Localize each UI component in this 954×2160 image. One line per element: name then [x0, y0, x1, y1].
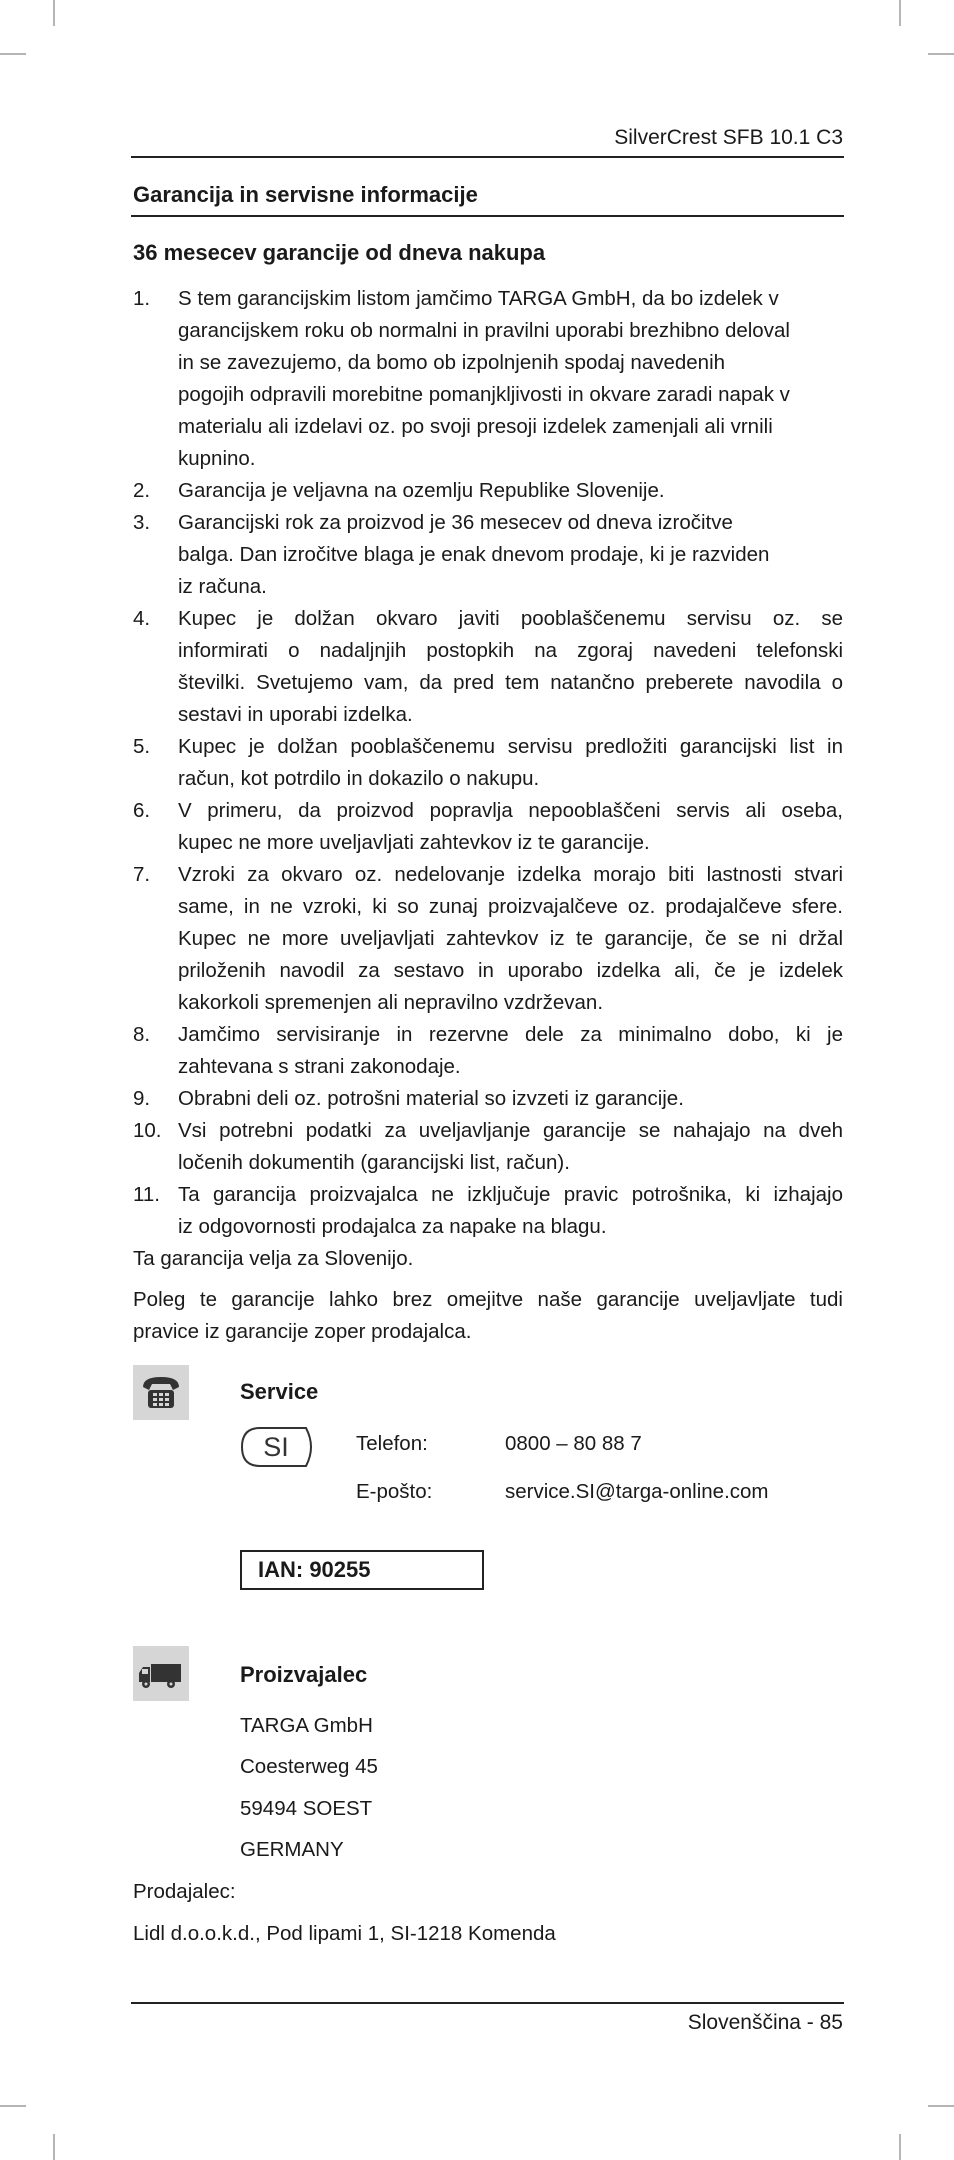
text-line: in se zavezujemo, da bomo ob izpolnjenih spodaj navedenih	[178, 351, 726, 374]
item-number: 2.	[133, 479, 151, 502]
item-number: 10.	[133, 1119, 162, 1142]
manufacturer-address-line: Coesterweg 45	[240, 1755, 378, 1778]
item-number: 9.	[133, 1087, 151, 1110]
list-item	[133, 603, 843, 731]
header-rule	[131, 156, 844, 158]
list-item	[133, 731, 843, 795]
crop-mark	[928, 2105, 954, 2107]
footer-rule	[131, 2002, 844, 2004]
list-item	[133, 475, 843, 507]
text-line: številki. Svetujemo vam, da pred tem natančno preberete navodila o	[178, 671, 843, 694]
country-badge	[240, 1426, 318, 1468]
item-text	[178, 507, 843, 603]
item-number: 8.	[133, 1023, 151, 1046]
crop-mark	[928, 53, 954, 55]
text-line: račun, kot potrdilo in dokazilo o nakupu.	[178, 767, 540, 790]
country-badge-label: SI	[263, 1432, 289, 1462]
text-line: materialu ali izdelavi oz. po svoji presoji izdelek zamenjali ali vrnili	[178, 415, 773, 438]
page-footer: Slovenščina - 85	[687, 2011, 843, 2034]
item-text	[178, 731, 843, 795]
crop-mark	[899, 2134, 901, 2160]
text-line: Jamčimo servisiranje in rezervne dele za minimalno dobo, ki je	[178, 1023, 843, 1046]
item-number: 4.	[133, 607, 151, 630]
phone-number: 0800 – 80 88 7	[505, 1432, 642, 1455]
text-line: Ta garancija proizvajalca ne izključuje pravic potrošnika, ki izhajajo	[178, 1183, 843, 1206]
crop-mark	[53, 2134, 55, 2160]
item-number: 6.	[133, 799, 151, 822]
truck-icon	[133, 1646, 189, 1701]
item-number: 5.	[133, 735, 151, 758]
item-number: 3.	[133, 511, 151, 534]
running-header: SilverCrest SFB 10.1 C3	[614, 126, 843, 149]
manufacturer-heading: Proizvajalec	[240, 1662, 368, 1687]
text-line: Poleg te garancije lahko brez omejitve naše garancije uveljavljate tudi	[133, 1288, 843, 1311]
text-line: pravice iz garancije zoper prodajalca.	[133, 1320, 472, 1343]
text-line: Vzroki za okvaro oz. nedelovanje izdelka morajo biti lastnosti stvari	[178, 863, 843, 886]
text-line: kupec ne more uveljavljati zahtevkov iz te garancije.	[178, 831, 650, 854]
list-item	[133, 1115, 843, 1179]
text-line: garancijskem roku ob normalni in pravilni uporabi brezhibno deloval	[178, 319, 790, 342]
text-line: S tem garancijskim listom jamčimo TARGA GmbH, da bo izdelek v	[178, 287, 779, 310]
text-line: priloženih navodil za sestavo in uporabo izdelka ali, če je izdelek	[178, 959, 843, 982]
section-title: Garancija in servisne informacije	[133, 182, 478, 207]
phone-label: Telefon:	[356, 1432, 428, 1455]
warranty-subtitle: 36 mesecev garancije od dneva nakupa	[133, 240, 546, 265]
text-line: V primeru, da proizvod popravlja nepooblaščeni servis ali oseba,	[178, 799, 843, 822]
manufacturer-address-line: GERMANY	[240, 1838, 344, 1861]
text-line: Garancija je veljavna na ozemlju Republike Slovenije.	[178, 479, 665, 502]
item-text	[178, 283, 843, 475]
email-label: E-pošto:	[356, 1480, 433, 1503]
text-line: Kupec je dolžan okvaro javiti pooblaščenemu servisu oz. se	[178, 607, 843, 630]
crop-mark	[0, 2105, 26, 2107]
item-text	[178, 1115, 843, 1179]
item-text	[178, 603, 843, 731]
list-item	[133, 507, 843, 603]
text-line: same, in ne vzroki, ki so zunaj proizvajalčeve oz. prodajalčeve sfere.	[178, 895, 843, 918]
text-line: pogojih odpravili morebitne pomanjkljivosti in okvare zaradi napak v	[178, 383, 790, 406]
text-line: balga. Dan izročitve blaga je enak dnevom prodaje, ki je razviden	[178, 543, 770, 566]
text-line: sestavi in uporabi izdelka.	[178, 703, 413, 726]
section-rule	[131, 215, 844, 217]
manufacturer-address-line: TARGA GmbH	[240, 1714, 373, 1737]
text-line: Kupec je dolžan pooblaščenemu servisu predložiti garancijski list in	[178, 735, 843, 758]
text-line: ločenih dokumentih (garancijski list, račun).	[178, 1151, 570, 1174]
text-line: kupnino.	[178, 447, 256, 470]
list-item	[133, 859, 843, 1019]
item-number: 1.	[133, 287, 151, 310]
ian-box: IAN: 90255	[240, 1550, 484, 1590]
item-text	[178, 1179, 843, 1243]
validity-paragraph: Ta garancija velja za Slovenijo.	[133, 1247, 414, 1270]
item-number: 7.	[133, 863, 151, 886]
crop-mark	[899, 0, 901, 26]
item-text	[178, 859, 843, 1019]
text-line: informirati o nadaljnjih postopkih na zgoraj navedeni telefonski	[178, 639, 843, 662]
text-line: iz odgovornosti prodajalca za napake na blagu.	[178, 1215, 607, 1238]
text-line: zahtevana s strani zakonodaje.	[178, 1055, 461, 1078]
list-item	[133, 1083, 843, 1115]
crop-mark	[0, 53, 26, 55]
item-text	[178, 475, 843, 507]
crop-mark	[53, 0, 55, 26]
seller-address: Lidl d.o.o.k.d., Pod lipami 1, SI-1218 Komenda	[133, 1922, 556, 1945]
list-item	[133, 283, 843, 475]
manufacturer-address-line: 59494 SOEST	[240, 1797, 373, 1820]
text-line: Garancijski rok za proizvod je 36 mesecev od dneva izročitve	[178, 511, 733, 534]
text-line: iz računa.	[178, 575, 267, 598]
list-item	[133, 1019, 843, 1083]
service-heading: Service	[240, 1379, 319, 1404]
item-number: 11.	[133, 1183, 160, 1206]
email-address: service.SI@targa-online.com	[505, 1480, 769, 1503]
seller-rights-paragraph	[133, 1284, 843, 1348]
text-line: Obrabni deli oz. potrošni material so izvzeti iz garancije.	[178, 1087, 684, 1110]
list-item	[133, 795, 843, 859]
telephone-icon	[133, 1365, 189, 1420]
seller-label: Prodajalec:	[133, 1880, 236, 1903]
text-line: Kupec ne more uveljavljati zahtevkov iz te garancije, če se ni držal	[178, 927, 843, 950]
text-line: kakorkoli spremenjen ali nepravilno vzdrževan.	[178, 991, 604, 1014]
list-item	[133, 1179, 843, 1243]
item-text	[178, 1019, 843, 1083]
warranty-conditions-list	[133, 283, 843, 1243]
item-text	[178, 1083, 843, 1115]
text-line: Vsi potrebni podatki za uveljavljanje garancije se nahajajo na dveh	[178, 1119, 843, 1142]
item-text	[178, 795, 843, 859]
